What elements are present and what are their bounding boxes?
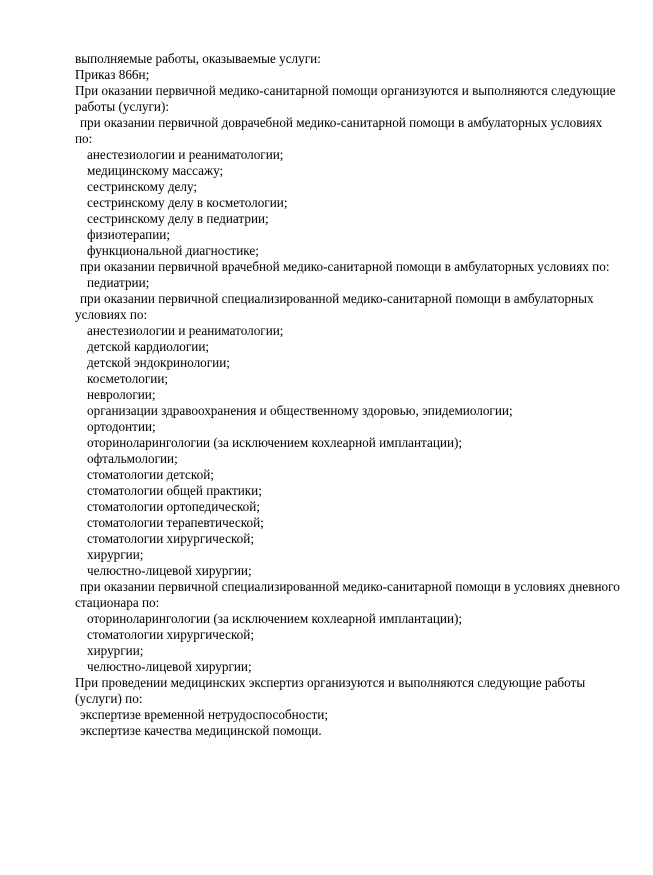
text-line: работы (услуги):: [75, 99, 170, 114]
subsection-line: при оказании первичной врачебной медико-санитарной помощи в амбулаторных условиях по:: [80, 259, 610, 274]
subsection-line: при оказании первичной специализированной медико-санитарной помощи в амбулаторных: [80, 291, 594, 306]
list-item: анестезиологии и реаниматологии;: [87, 323, 284, 338]
list-item: медицинскому массажу;: [87, 163, 224, 178]
subsection-line: экспертизе качества медицинской помощи.: [80, 723, 322, 738]
text-line: выполняемые работы, оказываемые услуги:: [75, 51, 321, 66]
list-item: офтальмологии;: [87, 451, 178, 466]
list-item: хирургии;: [87, 547, 144, 562]
list-item: стоматологии терапевтической;: [87, 515, 264, 530]
list-item: педиатрии;: [87, 275, 150, 290]
list-item: стоматологии ортопедической;: [87, 499, 260, 514]
list-item: функциональной диагностике;: [87, 243, 259, 258]
list-item: оториноларингологии (за исключением кохлеарной имплантации);: [87, 435, 463, 450]
list-item: косметологии;: [87, 371, 169, 386]
list-item: физиотерапии;: [87, 227, 171, 242]
list-item: хирургии;: [87, 643, 144, 658]
text-line: по:: [75, 131, 93, 146]
document-page: [75, 51, 635, 739]
list-item: организации здравоохранения и общественному здоровью, эпидемиологии;: [87, 403, 513, 418]
text-line: условиях по:: [75, 307, 148, 322]
text-line: При проведении медицинских экспертиз организуются и выполняются следующие работы: [75, 675, 586, 690]
list-item: сестринскому делу в косметологии;: [87, 195, 288, 210]
list-item: челюстно-лицевой хирургии;: [87, 659, 252, 674]
list-item: неврологии;: [87, 387, 156, 402]
text-line: стационара по:: [75, 595, 160, 610]
text-line: (услуги) по:: [75, 691, 143, 706]
list-item: челюстно-лицевой хирургии;: [87, 563, 252, 578]
list-item: ортодонтии;: [87, 419, 156, 434]
list-item: оториноларингологии (за исключением кохлеарной имплантации);: [87, 611, 463, 626]
subsection-line: при оказании первичной доврачебной медико-санитарной помощи в амбулаторных условиях: [80, 115, 603, 130]
text-line: При оказании первичной медико-санитарной помощи организуются и выполняются следующие: [75, 83, 616, 98]
list-item: сестринскому делу в педиатрии;: [87, 211, 269, 226]
subsection-line: экспертизе временной нетрудоспособности;: [80, 707, 328, 722]
text-line: Приказ 866н;: [75, 67, 150, 82]
list-item: стоматологии хирургической;: [87, 627, 254, 642]
list-item: стоматологии общей практики;: [87, 483, 262, 498]
list-item: детской эндокринологии;: [87, 355, 230, 370]
list-item: сестринскому делу;: [87, 179, 198, 194]
list-item: анестезиологии и реаниматологии;: [87, 147, 284, 162]
list-item: стоматологии детской;: [87, 467, 214, 482]
list-item: детской кардиологии;: [87, 339, 210, 354]
list-item: стоматологии хирургической;: [87, 531, 254, 546]
subsection-line: при оказании первичной специализированной медико-санитарной помощи в условиях дневного: [80, 579, 620, 594]
